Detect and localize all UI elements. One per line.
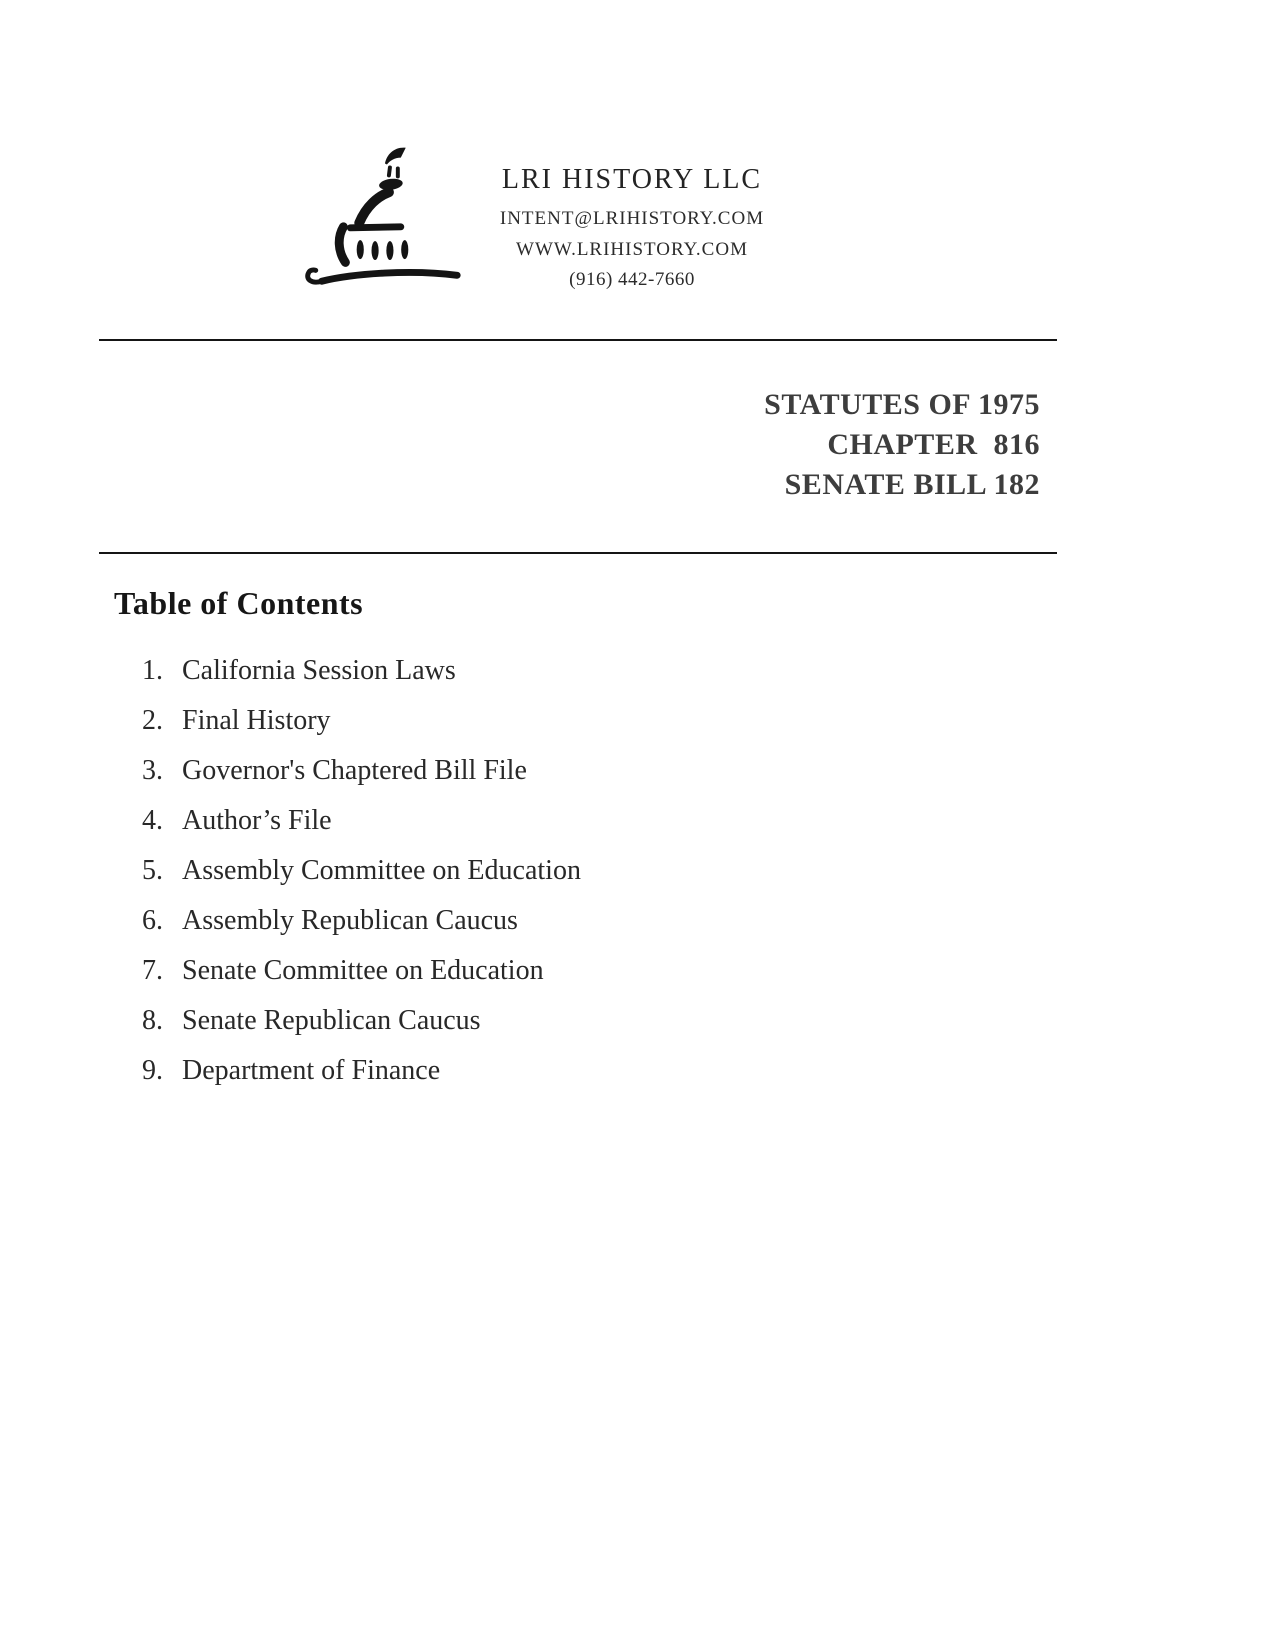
- company-phone: (916) 442-7660: [569, 269, 695, 290]
- toc-item-label: Department of Finance: [182, 1055, 441, 1086]
- company-name: LRI HISTORY LLC: [501, 164, 763, 195]
- toc-item-number: 9.: [142, 1055, 163, 1086]
- toc-item: [142, 1046, 581, 1096]
- toc-item-label: Senate Committee on Education: [182, 955, 544, 986]
- toc-item: [142, 646, 581, 696]
- toc-item-number: 4.: [142, 805, 163, 836]
- chapter-line: CHAPTER 816: [827, 428, 1040, 461]
- toc-item-number: 7.: [142, 955, 163, 986]
- toc-item: [142, 696, 581, 746]
- toc-item-number: 6.: [142, 905, 163, 936]
- toc-item-number: 8.: [142, 1005, 163, 1036]
- toc-item-label: Governor's Chaptered Bill File: [182, 755, 527, 786]
- toc-item: [142, 846, 581, 896]
- toc-item-label: California Session Laws: [182, 655, 456, 686]
- toc-item-number: 1.: [142, 655, 163, 686]
- company-website: WWW.LRIHISTORY.COM: [516, 239, 748, 260]
- company-info-block: [470, 163, 794, 295]
- divider-top: [99, 339, 1057, 341]
- statutes-line: STATUTES OF 1975: [764, 388, 1040, 421]
- toc-item: [142, 746, 581, 796]
- toc-item-label: Assembly Committee on Education: [182, 855, 581, 886]
- toc-item-number: 5.: [142, 855, 163, 886]
- capitol-dome-logo-icon: [293, 127, 471, 297]
- senate-bill-line: SENATE BILL 182: [784, 468, 1040, 501]
- toc-item-number: 2.: [142, 705, 163, 736]
- toc-item-label: Senate Republican Caucus: [182, 1005, 481, 1036]
- toc-item-label: Assembly Republican Caucus: [182, 905, 518, 936]
- toc-item-label: Final History: [182, 705, 331, 736]
- toc-heading: Table of Contents: [114, 585, 364, 621]
- toc-item: [142, 796, 581, 846]
- toc-item-number: 3.: [142, 755, 163, 786]
- toc-item: [142, 996, 581, 1046]
- toc-item-label: Author’s File: [182, 805, 332, 836]
- toc-item: [142, 946, 581, 996]
- company-email: INTENT@LRIHISTORY.COM: [499, 208, 765, 229]
- toc-list: [142, 646, 581, 1096]
- toc-item: [142, 896, 581, 946]
- divider-bottom: [99, 552, 1057, 554]
- document-reference-block: [764, 385, 1040, 505]
